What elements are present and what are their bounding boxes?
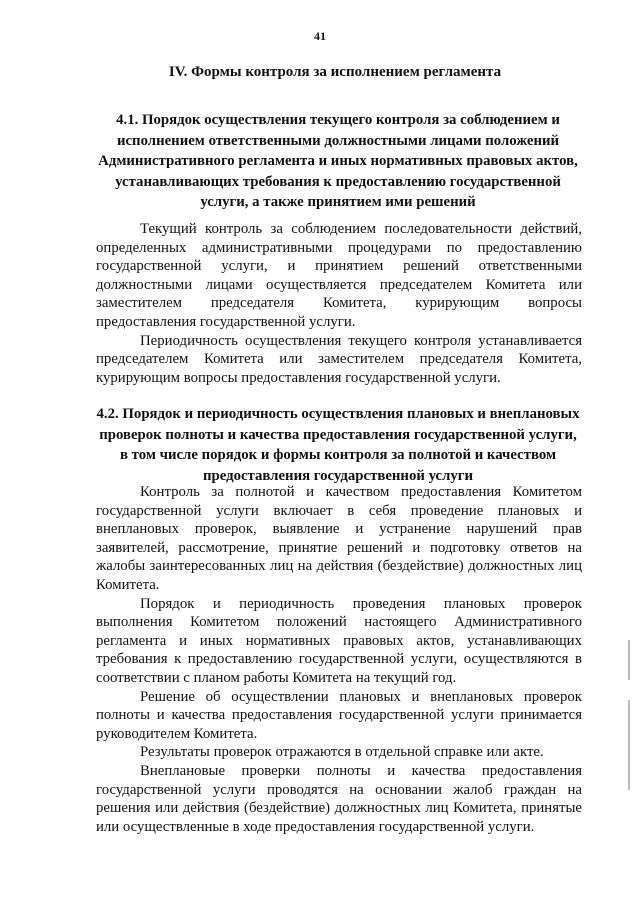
paragraph: Периодичность осуществления текущего контроля устанавливается председателем Комитета или заместителем председателя Комитета, курирующим вопросы предоставления государственной услуги. bbox=[96, 332, 582, 386]
page-number: 41 bbox=[314, 29, 326, 43]
paragraph: Текущий контроль за соблюдением последовательности действий, определенных административными процедурами по предоставлению государственной услуги, и принятием решений ответственными должностными лицами осуществляется председателем Комитета или заместителем председателя Комитета, курирующим вопросы предоставления государственной услуги. bbox=[96, 221, 582, 330]
section-4-1-body bbox=[96, 220, 582, 387]
paragraph: Результаты проверок отражаются в отдельной справке или акте. bbox=[140, 744, 544, 761]
paragraph: Решение об осуществлении плановых и внеплановых проверок полноты и качества предоставления государственной услуги принимается руководителем Комитета. bbox=[96, 688, 582, 742]
scan-edge-mark bbox=[628, 700, 630, 790]
scan-edge-mark bbox=[628, 640, 630, 680]
section-title-4-1: 4.1. Порядок осуществления текущего контроля за соблюдением и исполнением ответственными должностными лицами положений Административного регламента и иных нормативных правовых актов, устанавливающих требования к предоставлению государственной услуги, а также принятием ими решений bbox=[98, 112, 578, 210]
paragraph: Порядок и периодичность проведения плановых проверок выполнения Комитетом положений настоящего Административного регламента и иных нормативных правовых актов, устанавливающих требования к предоставлению государственной услуги, осуществляются в соответствии с планом работы Комитета на текущий год. bbox=[96, 595, 582, 686]
paragraph: Контроль за полнотой и качеством предоставления Комитетом государственной услуги включает в себя проведение плановых и внеплановых проверок, выявление и устранение нарушений прав заявителей, рассмотрение, принятие решений и подготовку ответов на жалобы заинтересованных лиц на действия (бездействие) должностных лиц Комитета. bbox=[96, 484, 582, 593]
section-4-2-body bbox=[96, 483, 582, 836]
section-title-4-2: 4.2. Порядок и периодичность осуществления плановых и внеплановых проверок полноты и качества предоставления государственной услуги, в том числе порядок и формы контроля за полнотой и качеством предоставления государственной услуги bbox=[96, 406, 580, 484]
chapter-title: IV. Формы контроля за исполнением регламента bbox=[168, 64, 502, 80]
paragraph: Внеплановые проверки полноты и качества предоставления государственной услуги проводятся на основании жалоб граждан на решения или действия (бездействие) должностных лиц Комитета, принятые или осуществленные в ходе предоставления государственной услуги. bbox=[96, 762, 582, 835]
